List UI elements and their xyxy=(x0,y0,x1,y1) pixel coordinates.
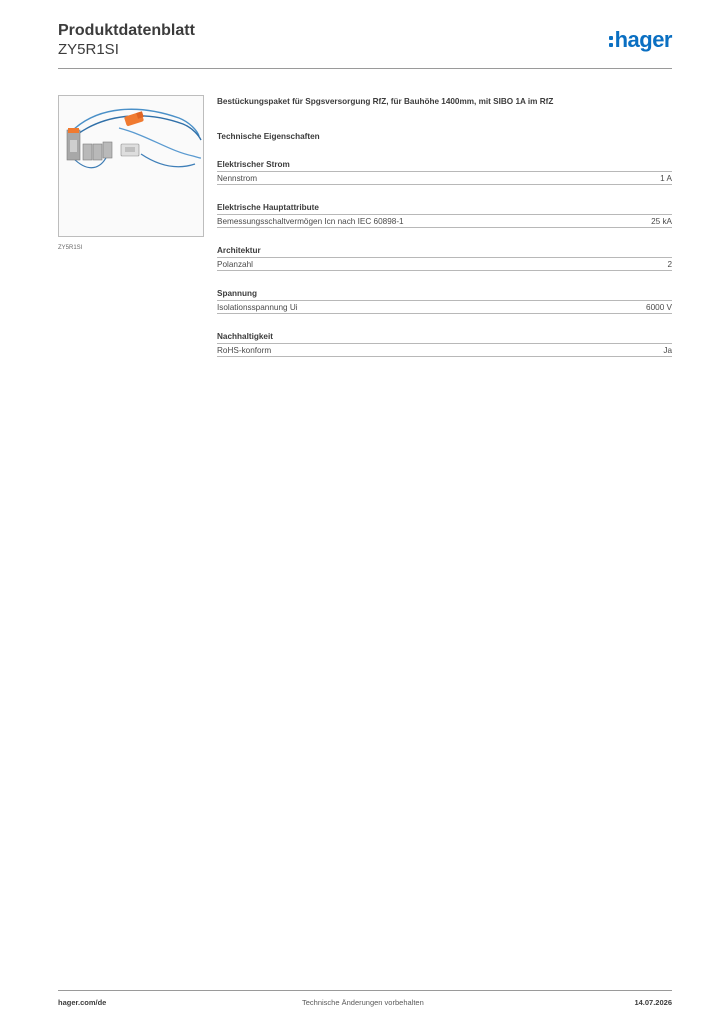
spec-row xyxy=(217,214,672,228)
page-footer xyxy=(58,998,672,1010)
spec-label: Nennstrom xyxy=(217,173,258,183)
page-header xyxy=(58,22,672,70)
spec-value: 2 xyxy=(667,259,672,269)
spec-row xyxy=(217,343,672,357)
spec-label: Isolationsspannung Ui xyxy=(217,302,298,312)
hager-logo xyxy=(609,28,672,52)
logo-dots-icon xyxy=(609,36,613,47)
spec-label: Polanzahl xyxy=(217,259,253,269)
product-image xyxy=(58,95,204,237)
product-photo-icon xyxy=(59,96,203,236)
spec-row xyxy=(217,257,672,271)
footer-date: 14.07.2026 xyxy=(634,998,672,1007)
header-divider xyxy=(58,68,672,69)
spec-group-title: Spannung xyxy=(217,289,258,298)
spec-group xyxy=(217,159,672,185)
logo-text: hager xyxy=(614,27,672,52)
spec-group-title: Elektrische Hauptattribute xyxy=(217,203,319,212)
spec-group xyxy=(217,245,672,271)
spec-label: Bemessungsschaltvermögen Icn nach IEC 60898-1 xyxy=(217,216,404,226)
spec-group-title: Elektrischer Strom xyxy=(217,160,290,169)
spec-group xyxy=(217,202,672,228)
product-code: ZY5R1SI xyxy=(58,41,119,58)
spec-group xyxy=(217,331,672,357)
spec-row xyxy=(217,171,672,185)
spec-value: 1 A xyxy=(660,173,672,183)
footer-divider xyxy=(58,990,672,991)
spec-row xyxy=(217,300,672,314)
spec-value: Ja xyxy=(663,345,672,355)
footer-website-link[interactable]: hager.com/de xyxy=(58,998,107,1007)
product-description: Bestückungspaket für Spgsversorgung RfZ, für Bauhöhe 1400mm, mit SIBO 1A im RfZ xyxy=(217,97,554,106)
product-details xyxy=(217,96,672,357)
spec-label: RoHS-konform xyxy=(217,345,272,355)
image-caption: ZY5R1SI xyxy=(58,245,83,251)
document-title: Produktdatenblatt xyxy=(58,22,195,39)
spec-group xyxy=(217,288,672,314)
section-title: Technische Eigenschaften xyxy=(217,132,320,141)
spec-value: 6000 V xyxy=(646,302,672,312)
spec-group-title: Nachhaltigkeit xyxy=(217,332,273,341)
spec-group-title: Architektur xyxy=(217,246,261,255)
footer-notice: Technische Änderungen vorbehalten xyxy=(302,998,424,1007)
spec-value: 25 kA xyxy=(651,216,672,226)
